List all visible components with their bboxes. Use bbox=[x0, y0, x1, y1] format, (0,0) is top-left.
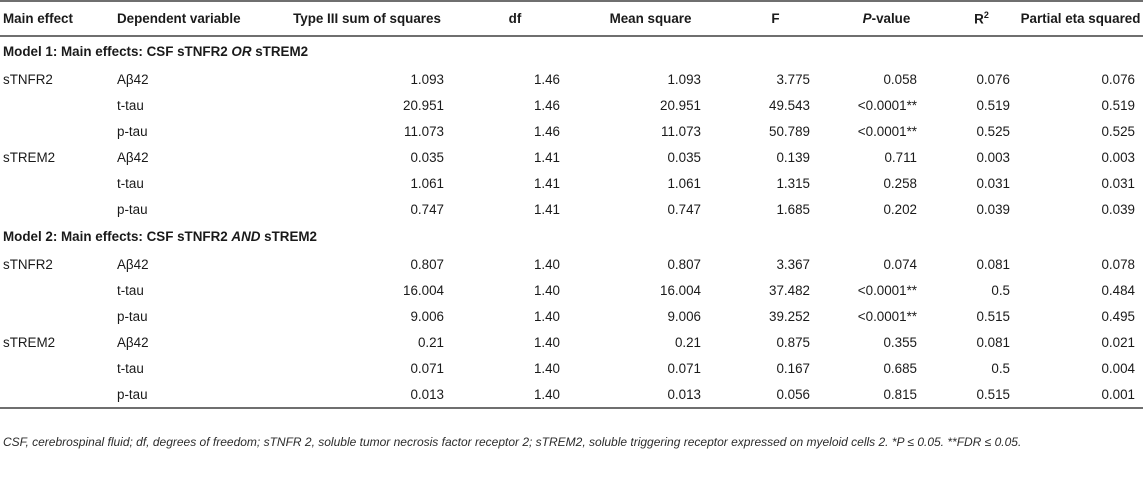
cell-f: 0.139 bbox=[776, 149, 810, 165]
cell-p-value: 0.058 bbox=[883, 71, 917, 87]
cell-p-value: 0.685 bbox=[883, 360, 917, 376]
cell-main-effect bbox=[0, 277, 117, 303]
cell-partial-eta: 0.076 bbox=[1101, 71, 1135, 87]
cell-r2: 0.515 bbox=[976, 308, 1010, 324]
cell-partial-eta: 0.001 bbox=[1018, 381, 1143, 408]
header-r2-sup: 2 bbox=[983, 10, 989, 21]
cell-f: 39.252 bbox=[769, 308, 810, 324]
table-row bbox=[0, 355, 1143, 381]
model2-title-part2: sTREM2 bbox=[260, 229, 317, 244]
cell-p-value: 0.258 bbox=[883, 175, 917, 191]
model2-title-conj: AND bbox=[231, 229, 261, 244]
cell-dependent-variable: t-tau bbox=[117, 175, 144, 191]
cell-sum-of-squares: 0.747 bbox=[410, 201, 444, 217]
cell-partial-eta: 0.031 bbox=[1101, 175, 1135, 191]
cell-p-value: 0.355 bbox=[883, 334, 917, 350]
cell-f: 50.789 bbox=[769, 123, 810, 139]
header-f: F bbox=[723, 1, 828, 36]
cell-main-effect: sTREM2 bbox=[3, 334, 56, 350]
table-row bbox=[0, 196, 1143, 222]
cell-dependent-variable: t-tau bbox=[117, 360, 144, 376]
table-body bbox=[0, 36, 1143, 408]
cell-r2: 0.003 bbox=[976, 149, 1010, 165]
model2-title bbox=[0, 222, 1143, 251]
cell-f: 37.482 bbox=[769, 282, 810, 298]
cell-df: 1.40 bbox=[533, 308, 560, 324]
model1-title bbox=[0, 36, 1143, 66]
cell-f: 1.685 bbox=[776, 201, 810, 217]
header-main-effect: Main effect bbox=[0, 1, 117, 36]
cell-r2: 0.515 bbox=[945, 381, 1018, 408]
table-footnote: CSF, cerebrospinal fluid; df, degrees of freedom; sTNFR 2, soluble tumor necrosis factor receptor 2; sTREM2, soluble triggering receptor expressed on myeloid cells 2. *P ≤ 0.05. **FDR ≤ 0.05. bbox=[3, 435, 1022, 449]
cell-dependent-variable: p-tau bbox=[117, 308, 148, 324]
cell-sum-of-squares: 0.21 bbox=[417, 334, 444, 350]
cell-partial-eta: 0.003 bbox=[1101, 149, 1135, 165]
cell-df: 1.46 bbox=[533, 123, 560, 139]
cell-df: 1.41 bbox=[533, 175, 560, 191]
cell-mean-square: 16.004 bbox=[660, 282, 701, 298]
cell-df: 1.40 bbox=[452, 381, 578, 408]
cell-r2: 0.039 bbox=[976, 201, 1010, 217]
cell-p-value: <0.0001** bbox=[857, 123, 917, 139]
cell-dependent-variable: p-tau bbox=[117, 381, 282, 408]
table-row bbox=[0, 303, 1143, 329]
cell-mean-square: 0.035 bbox=[667, 149, 701, 165]
table-row bbox=[0, 92, 1143, 118]
header-row bbox=[0, 1, 1143, 36]
cell-sum-of-squares: 1.061 bbox=[410, 175, 444, 191]
cell-p-value: 0.815 bbox=[828, 381, 945, 408]
model2-title-part1: Model 2: Main effects: CSF sTNFR2 bbox=[3, 229, 232, 244]
table-row bbox=[0, 277, 1143, 303]
cell-sum-of-squares: 0.035 bbox=[410, 149, 444, 165]
table-row bbox=[0, 144, 1143, 170]
cell-p-value: <0.0001** bbox=[857, 282, 917, 298]
cell-main-effect bbox=[0, 196, 117, 222]
cell-df: 1.40 bbox=[533, 334, 560, 350]
header-dependent-variable: Dependent variable bbox=[117, 1, 282, 36]
model1-title-conj: OR bbox=[231, 44, 252, 59]
model1-section-row bbox=[0, 36, 1143, 66]
cell-main-effect bbox=[0, 170, 117, 196]
cell-p-value: <0.0001** bbox=[857, 308, 917, 324]
model2-section-row bbox=[0, 222, 1143, 251]
cell-sum-of-squares: 1.093 bbox=[410, 71, 444, 87]
cell-r2: 0.081 bbox=[976, 334, 1010, 350]
cell-f: 1.315 bbox=[776, 175, 810, 191]
cell-r2: 0.519 bbox=[976, 97, 1010, 113]
cell-df: 1.46 bbox=[533, 97, 560, 113]
cell-df: 1.46 bbox=[533, 71, 560, 87]
cell-mean-square: 0.21 bbox=[674, 334, 701, 350]
cell-sum-of-squares: 20.951 bbox=[403, 97, 444, 113]
cell-partial-eta: 0.004 bbox=[1101, 360, 1135, 376]
cell-partial-eta: 0.039 bbox=[1101, 201, 1135, 217]
table-row bbox=[0, 251, 1143, 277]
cell-r2: 0.081 bbox=[976, 256, 1010, 272]
cell-dependent-variable: t-tau bbox=[117, 282, 144, 298]
cell-mean-square: 1.093 bbox=[667, 71, 701, 87]
cell-r2: 0.5 bbox=[991, 360, 1010, 376]
header-r2-base: R bbox=[974, 11, 984, 27]
cell-mean-square: 0.807 bbox=[667, 256, 701, 272]
cell-partial-eta: 0.519 bbox=[1101, 97, 1135, 113]
cell-df: 1.40 bbox=[533, 256, 560, 272]
cell-mean-square: 11.073 bbox=[661, 123, 701, 139]
cell-df: 1.41 bbox=[533, 201, 560, 217]
cell-sum-of-squares: 0.071 bbox=[410, 360, 444, 376]
header-df: df bbox=[452, 1, 578, 36]
cell-sum-of-squares: 16.004 bbox=[403, 282, 444, 298]
cell-mean-square: 9.006 bbox=[667, 308, 701, 324]
cell-sum-of-squares: 9.006 bbox=[410, 308, 444, 324]
cell-sum-of-squares: 0.013 bbox=[282, 381, 452, 408]
cell-main-effect bbox=[0, 303, 117, 329]
cell-main-effect: sTNFR2 bbox=[3, 71, 53, 87]
cell-p-value: 0.074 bbox=[883, 256, 917, 272]
cell-f: 0.056 bbox=[723, 381, 828, 408]
header-partial-eta: Partial eta squared bbox=[1018, 1, 1143, 36]
cell-df: 1.41 bbox=[533, 149, 560, 165]
cell-partial-eta: 0.078 bbox=[1101, 256, 1135, 272]
cell-df: 1.40 bbox=[533, 282, 560, 298]
cell-main-effect bbox=[0, 381, 117, 408]
cell-dependent-variable: Aβ42 bbox=[117, 149, 149, 165]
cell-mean-square: 0.013 bbox=[578, 381, 723, 408]
cell-main-effect bbox=[0, 92, 117, 118]
cell-dependent-variable: p-tau bbox=[117, 201, 148, 217]
header-p-letter: P bbox=[862, 11, 872, 26]
cell-main-effect bbox=[0, 355, 117, 381]
model1-title-part1: Model 1: Main effects: CSF sTNFR2 bbox=[3, 44, 232, 59]
cell-f: 3.775 bbox=[776, 71, 810, 87]
cell-sum-of-squares: 11.073 bbox=[404, 123, 444, 139]
table-row bbox=[0, 381, 1143, 408]
cell-mean-square: 1.061 bbox=[667, 175, 701, 191]
model1-title-part2: sTREM2 bbox=[251, 44, 309, 59]
cell-p-value: 0.711 bbox=[884, 149, 917, 165]
cell-dependent-variable: p-tau bbox=[117, 123, 148, 139]
cell-partial-eta: 0.525 bbox=[1101, 123, 1135, 139]
cell-r2: 0.076 bbox=[976, 71, 1010, 87]
cell-dependent-variable: Aβ42 bbox=[117, 71, 149, 87]
cell-p-value: <0.0001** bbox=[857, 97, 917, 113]
cell-r2: 0.5 bbox=[991, 282, 1010, 298]
cell-partial-eta: 0.484 bbox=[1101, 282, 1135, 298]
cell-partial-eta: 0.495 bbox=[1101, 308, 1135, 324]
cell-r2: 0.031 bbox=[976, 175, 1010, 191]
cell-f: 3.367 bbox=[776, 256, 810, 272]
cell-dependent-variable: Aβ42 bbox=[117, 256, 149, 272]
cell-r2: 0.525 bbox=[976, 123, 1010, 139]
cell-main-effect bbox=[0, 118, 117, 144]
cell-mean-square: 0.747 bbox=[667, 201, 701, 217]
cell-mean-square: 20.951 bbox=[660, 97, 701, 113]
cell-main-effect: sTNFR2 bbox=[3, 256, 53, 272]
cell-f: 49.543 bbox=[769, 97, 810, 113]
cell-main-effect: sTREM2 bbox=[3, 149, 56, 165]
cell-dependent-variable: Aβ42 bbox=[117, 334, 149, 350]
cell-p-value: 0.202 bbox=[883, 201, 917, 217]
header-p-value bbox=[828, 1, 945, 36]
cell-f: 0.875 bbox=[776, 334, 810, 350]
table-row bbox=[0, 66, 1143, 92]
cell-dependent-variable: t-tau bbox=[117, 97, 144, 113]
table-row bbox=[0, 118, 1143, 144]
header-r2 bbox=[945, 1, 1018, 36]
table-row bbox=[0, 329, 1143, 355]
header-p-suffix: -value bbox=[871, 11, 911, 26]
cell-sum-of-squares: 0.807 bbox=[410, 256, 444, 272]
table-row bbox=[0, 170, 1143, 196]
header-mean-square: Mean square bbox=[578, 1, 723, 36]
cell-df: 1.40 bbox=[533, 360, 560, 376]
cell-partial-eta: 0.021 bbox=[1101, 334, 1135, 350]
cell-mean-square: 0.071 bbox=[667, 360, 701, 376]
cell-f: 0.167 bbox=[776, 360, 810, 376]
header-sum-of-squares: Type III sum of squares bbox=[282, 1, 452, 36]
